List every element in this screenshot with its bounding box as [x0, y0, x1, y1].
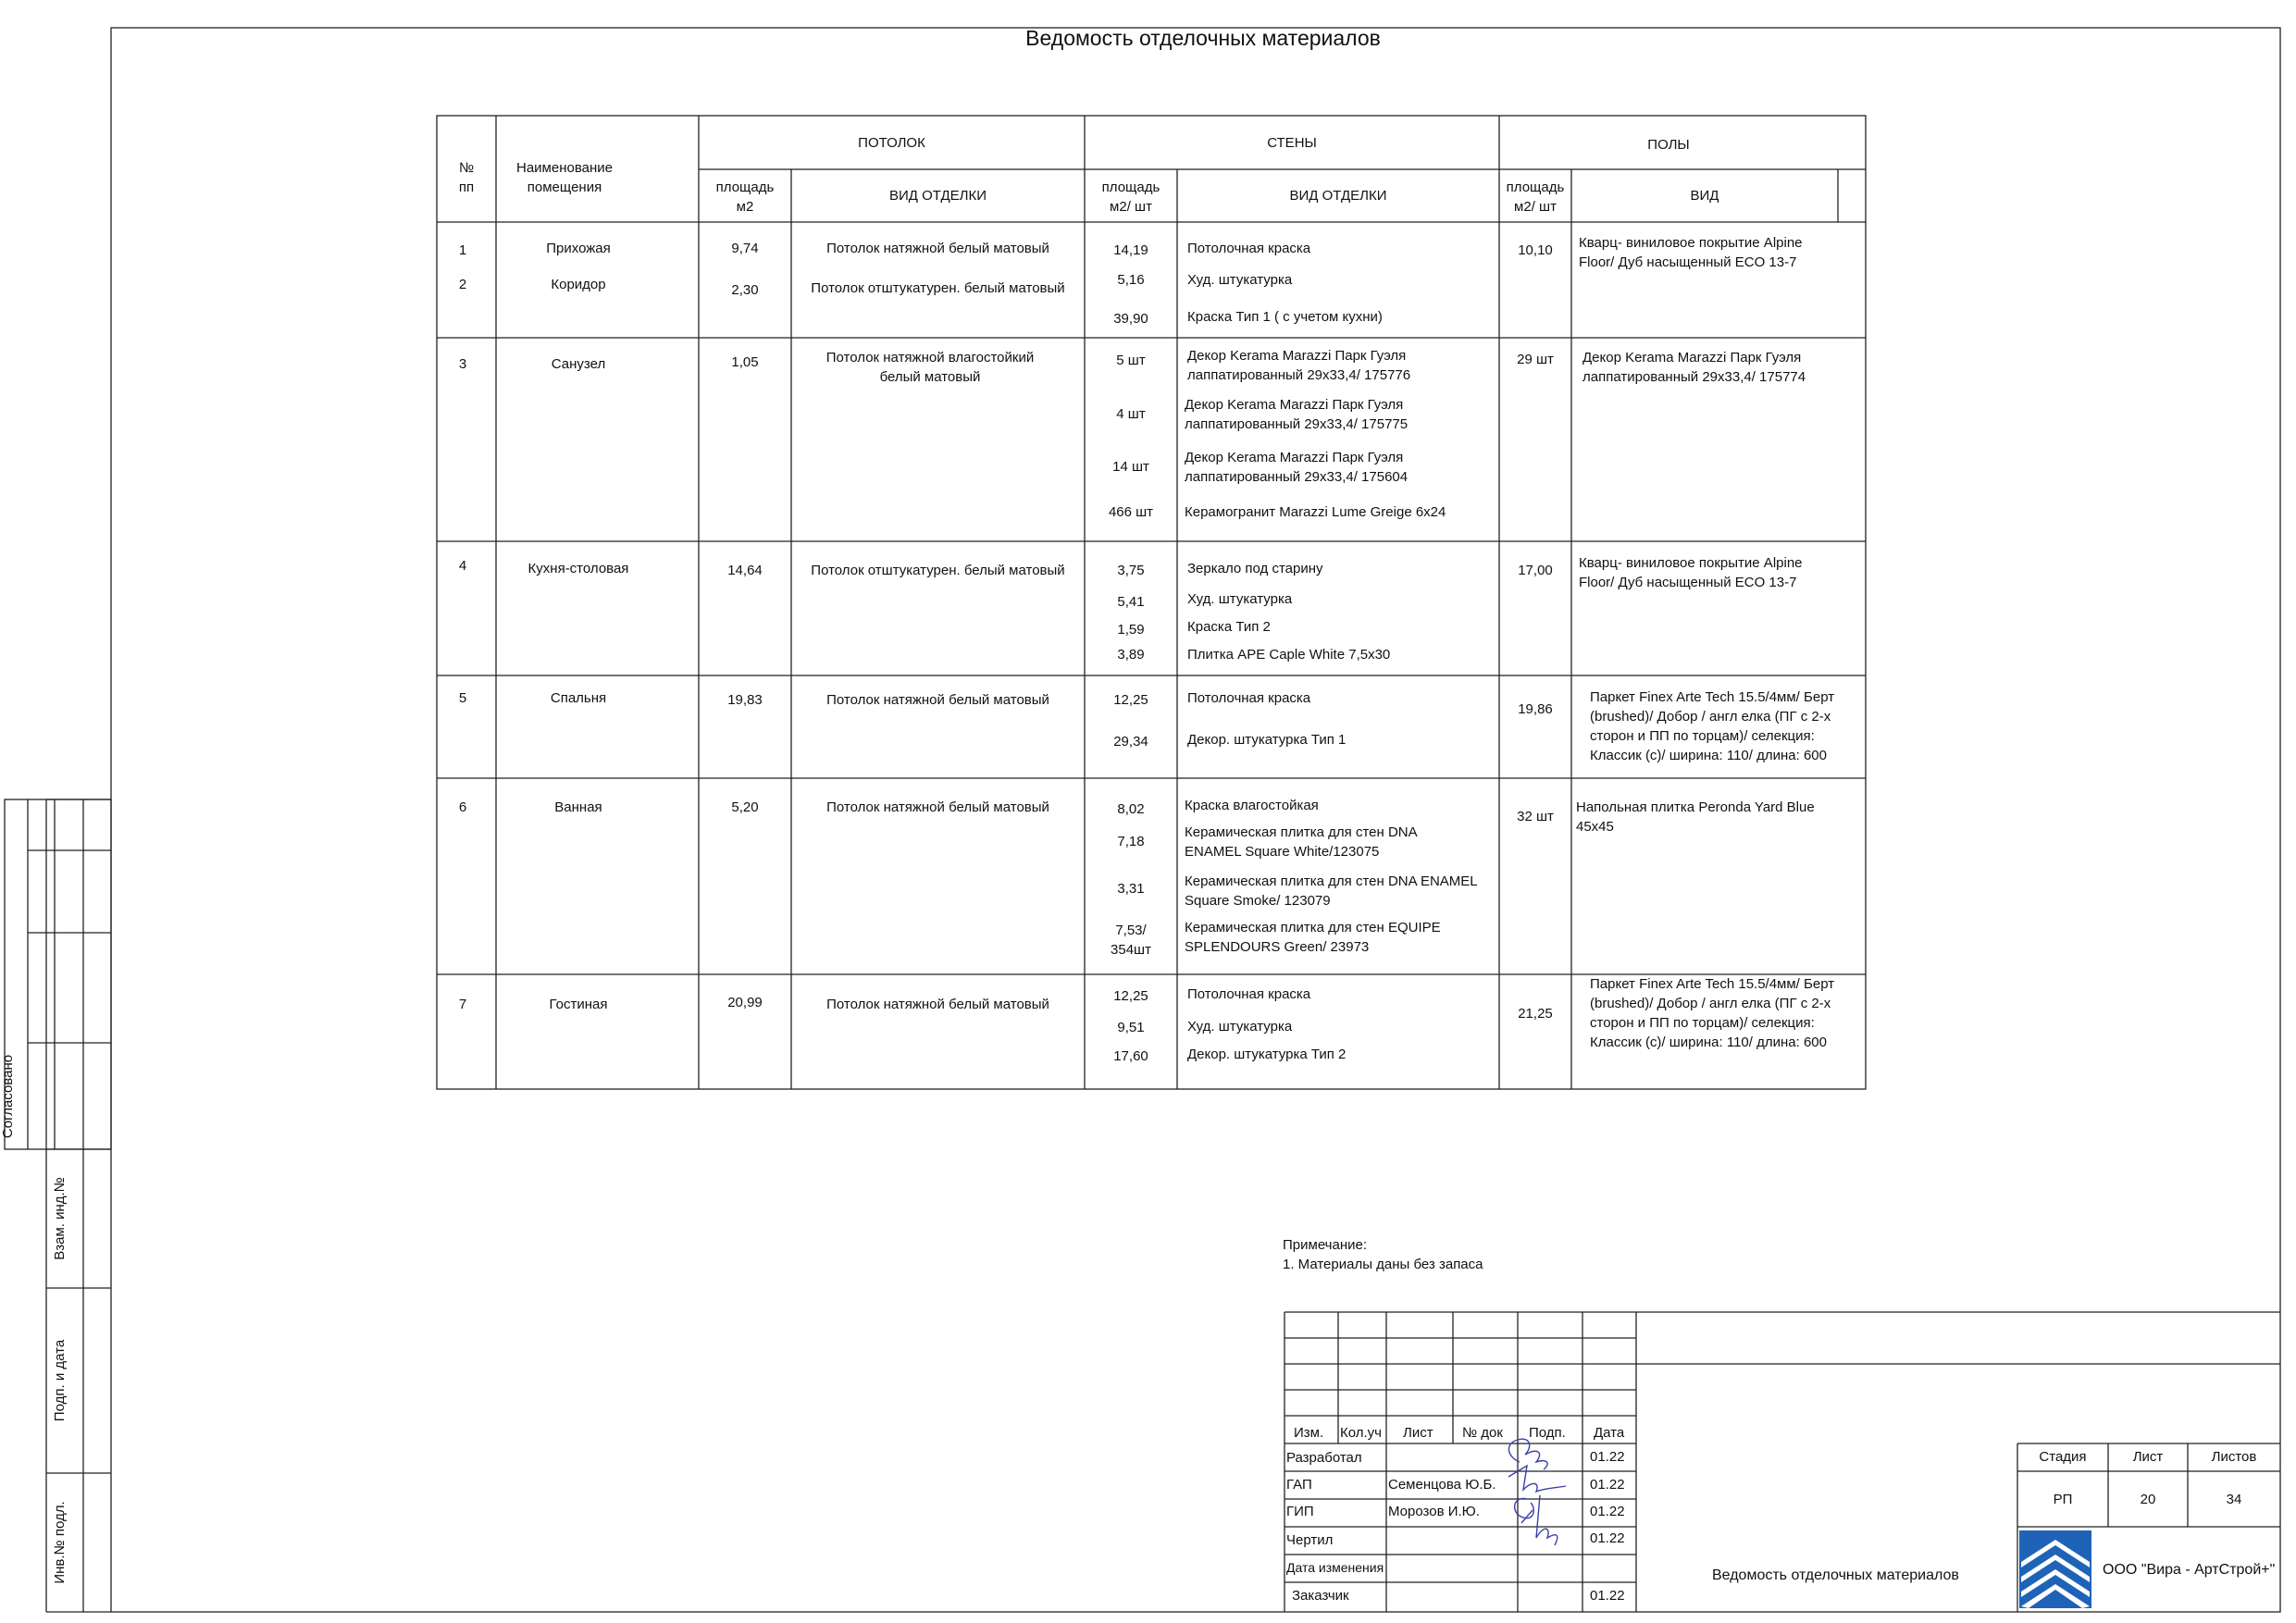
row-num: 1: [458, 242, 467, 258]
header-floors: ПОЛЫ: [1647, 137, 1690, 153]
row-room-name: Ванная: [554, 799, 602, 815]
tb-role: ГИП: [1286, 1504, 1314, 1519]
note-label: Примечание:: [1283, 1237, 1367, 1253]
company-logo-icon: [2017, 1529, 2093, 1610]
row-wall-type: Зеркало под старину: [1187, 561, 1323, 576]
side-stamp-sign-date: Подп. и дата: [52, 1339, 68, 1422]
tb-col-change: Изм.: [1294, 1425, 1324, 1441]
row-wall-type: Декор Kerama Marazzi Парк Гуэля лаппатированный 29x33,4/ 175604: [1185, 450, 1409, 485]
row-wall-type: Плитка APE Caple White 7,5x30: [1187, 647, 1391, 663]
row-wall-area: 17,60: [1113, 1048, 1148, 1064]
row-wall-type: Декор Kerama Marazzi Парк Гуэля лаппатированный 29x33,4/ 175775: [1185, 397, 1409, 432]
row-wall-area: 3,89: [1117, 647, 1145, 663]
row-wall-area: 5 шт: [1116, 353, 1146, 368]
row-room-name: Кухня-столовая: [527, 561, 629, 576]
signature-scribbles: [1499, 1434, 1573, 1573]
tb-sheet-label: Лист: [2132, 1449, 2164, 1465]
row-room-name: Спальня: [550, 690, 607, 706]
tb-col-doc: № док: [1462, 1425, 1503, 1441]
header-ceiling-type: ВИД ОТДЕЛКИ: [889, 188, 987, 204]
row-wall-type: Краска Тип 1 ( с учетом кухни): [1187, 309, 1383, 325]
row-wall-type: Потолочная краска: [1187, 241, 1311, 256]
row-ceiling-type: Потолок отштукатурен. белый матовый: [811, 280, 1065, 296]
row-wall-type: Худ. штукатурка: [1187, 272, 1293, 288]
row-floor-type: Кварц- виниловое покрытие Alpine Floor/ Дуб насыщенный ECO 13-7: [1579, 235, 1803, 270]
row-room-name: Гостиная: [549, 997, 608, 1012]
tb-col-sign: Подп.: [1529, 1425, 1566, 1441]
row-ceiling-type: Потолок натяжной белый матовый: [826, 241, 1049, 256]
tb-role: Разработал: [1286, 1450, 1362, 1466]
tb-role: Заказчик: [1292, 1588, 1349, 1604]
row-floor-area: 17,00: [1518, 563, 1553, 578]
tb-sheet: 20: [2140, 1492, 2156, 1507]
row-floor-area: 32 шт: [1517, 809, 1554, 824]
row-floor-type: Кварц- виниловое покрытие Alpine Floor/ Дуб насыщенный ECO 13-7: [1579, 555, 1803, 590]
row-ceiling-type: Потолок натяжной белый матовый: [826, 692, 1049, 708]
tb-date: 01.22: [1590, 1530, 1625, 1546]
note-text: 1. Материалы даны без запаса: [1283, 1257, 1483, 1272]
row-floor-type: Паркет Finex Arte Tech 15.5/4мм/ Берт (brushed)/ Добор / англ елка (ПГ с 2-х сторон и ПП по торцам)/ селекция: Классик (с)/ ширина: 110/ длина: 600: [1590, 976, 1835, 1050]
row-ceiling-area: 5,20: [731, 799, 759, 815]
row-wall-area: 12,25: [1113, 692, 1148, 708]
row-room-name: Коридор: [551, 277, 606, 292]
header-floors-type: ВИД: [1690, 188, 1719, 204]
side-stamp-inv-orig: Инв.№ подл.: [52, 1501, 68, 1584]
tb-stage-label: Стадия: [2039, 1449, 2087, 1465]
row-ceiling-area: 9,74: [731, 241, 759, 256]
tb-stage: РП: [2053, 1492, 2073, 1507]
row-wall-area: 12,25: [1113, 988, 1148, 1004]
row-ceiling-area: 2,30: [731, 282, 759, 298]
row-num: 6: [458, 799, 467, 815]
row-ceiling-area: 20,99: [727, 995, 763, 1010]
side-stamp-agreed: Согласовано: [0, 1054, 16, 1139]
row-floor-area: 10,10: [1518, 242, 1553, 258]
page-title: Ведомость отделочных материалов: [1025, 26, 1381, 50]
header-room-name: Наименование помещения: [516, 160, 613, 195]
row-wall-area: 1,59: [1117, 622, 1145, 638]
row-num: 2: [458, 277, 467, 292]
row-ceiling-type: Потолок натяжной белый матовый: [826, 799, 1049, 815]
row-wall-area: 29,34: [1113, 734, 1148, 750]
tb-col-date: Дата: [1594, 1425, 1625, 1441]
row-wall-type: Декор. штукатурка Тип 1: [1187, 732, 1347, 748]
row-wall-type: Худ. штукатурка: [1187, 1019, 1293, 1035]
row-wall-type: Керамогранит Marazzi Lume Greige 6x24: [1185, 504, 1446, 520]
row-wall-area: 39,90: [1113, 311, 1148, 327]
row-ceiling-type: Потолок натяжной влагостойкий белый матовый: [825, 350, 1035, 385]
row-wall-type: Краска Тип 2: [1187, 619, 1271, 635]
header-ceiling-area: площадь м2: [715, 180, 775, 215]
tb-date: 01.22: [1590, 1504, 1625, 1519]
tb-role: Чертил: [1286, 1532, 1334, 1548]
row-ceiling-area: 14,64: [727, 563, 763, 578]
tb-date: 01.22: [1590, 1449, 1625, 1465]
row-ceiling-area: 19,83: [727, 692, 763, 708]
header-walls: СТЕНЫ: [1267, 135, 1317, 151]
row-wall-area: 8,02: [1117, 801, 1145, 817]
row-wall-area: 14 шт: [1112, 459, 1149, 475]
row-ceiling-type: Потолок натяжной белый матовый: [826, 997, 1049, 1012]
row-wall-area: 5,16: [1117, 272, 1145, 288]
tb-name: Морозов И.Ю.: [1388, 1504, 1480, 1519]
row-floor-type: Напольная плитка Peronda Yard Blue 45x45: [1576, 799, 1815, 835]
row-ceiling-type: Потолок отштукатурен. белый матовый: [811, 563, 1065, 578]
row-wall-area: 14,19: [1113, 242, 1148, 258]
header-walls-type: ВИД ОТДЕЛКИ: [1289, 188, 1387, 204]
row-wall-type: Керамическая плитка для стен EQUIPE SPLENDOURS Green/ 23973: [1185, 920, 1441, 955]
row-num: 3: [458, 356, 467, 372]
tb-sheets-label: Листов: [2211, 1449, 2257, 1465]
header-num: № пп: [458, 160, 475, 195]
tb-role: Дата изменения: [1286, 1560, 1384, 1575]
header-ceiling: ПОТОЛОК: [858, 135, 925, 151]
tb-name: Семенцова Ю.Б.: [1388, 1477, 1496, 1493]
row-ceiling-area: 1,05: [731, 354, 759, 370]
tb-col-count: Кол.уч: [1340, 1425, 1382, 1441]
row-wall-area: 3,75: [1117, 563, 1145, 578]
row-wall-type: Керамическая плитка для стен DNA ENAMEL Square Smoke/ 123079: [1185, 873, 1478, 909]
tb-date: 01.22: [1590, 1477, 1625, 1493]
tb-doc-name: Ведомость отделочных материалов: [1712, 1567, 1959, 1583]
row-room-name: Прихожая: [546, 241, 611, 256]
row-wall-type: Декор. штукатурка Тип 2: [1187, 1047, 1347, 1062]
tb-company: ООО "Вира - АртСтрой+": [2103, 1562, 2276, 1578]
row-wall-type: Худ. штукатурка: [1187, 591, 1293, 607]
row-num: 4: [458, 558, 467, 574]
row-wall-type: Потолочная краска: [1187, 690, 1311, 706]
row-wall-area: 9,51: [1117, 1020, 1145, 1035]
row-wall-area: 4 шт: [1116, 406, 1146, 422]
row-wall-type: Керамическая плитка для стен DNA ENAMEL Square White/123075: [1185, 824, 1417, 860]
row-wall-area: 5,41: [1117, 594, 1145, 610]
row-floor-type: Декор Kerama Marazzi Парк Гуэля лаппатированный 29x33,4/ 175774: [1582, 350, 1806, 385]
row-wall-type: Потолочная краска: [1187, 986, 1311, 1002]
row-wall-area: 7,18: [1117, 834, 1145, 849]
row-num: 7: [458, 997, 467, 1012]
row-num: 5: [458, 690, 467, 706]
header-floors-area: площадь м2/ шт: [1506, 180, 1565, 215]
row-floor-area: 29 шт: [1517, 352, 1554, 367]
tb-date: 01.22: [1590, 1588, 1625, 1604]
row-wall-type: Декор Kerama Marazzi Парк Гуэля лаппатированный 29x33,4/ 175776: [1187, 348, 1411, 383]
tb-role: ГАП: [1286, 1477, 1312, 1493]
row-wall-area: 466 шт: [1108, 504, 1154, 520]
side-stamp-inv-replace: Взам. инд.№: [52, 1177, 68, 1260]
row-room-name: Санузел: [551, 356, 606, 372]
row-wall-type: Краска влагостойкая: [1185, 798, 1319, 813]
tb-sheets: 34: [2226, 1492, 2242, 1507]
header-walls-area: площадь м2/ шт: [1101, 180, 1160, 215]
row-floor-area: 19,86: [1518, 701, 1553, 717]
row-floor-type: Паркет Finex Arte Tech 15.5/4мм/ Берт (brushed)/ Добор / англ елка (ПГ с 2-х сторон и ПП по торцам)/ селекция: Классик (с)/ ширина: 110/ длина: 600: [1590, 689, 1835, 763]
row-floor-area: 21,25: [1518, 1006, 1553, 1022]
tb-col-sheet: Лист: [1403, 1425, 1433, 1441]
row-wall-area: 3,31: [1117, 881, 1145, 897]
row-wall-area: 7,53/ 354шт: [1111, 923, 1151, 958]
